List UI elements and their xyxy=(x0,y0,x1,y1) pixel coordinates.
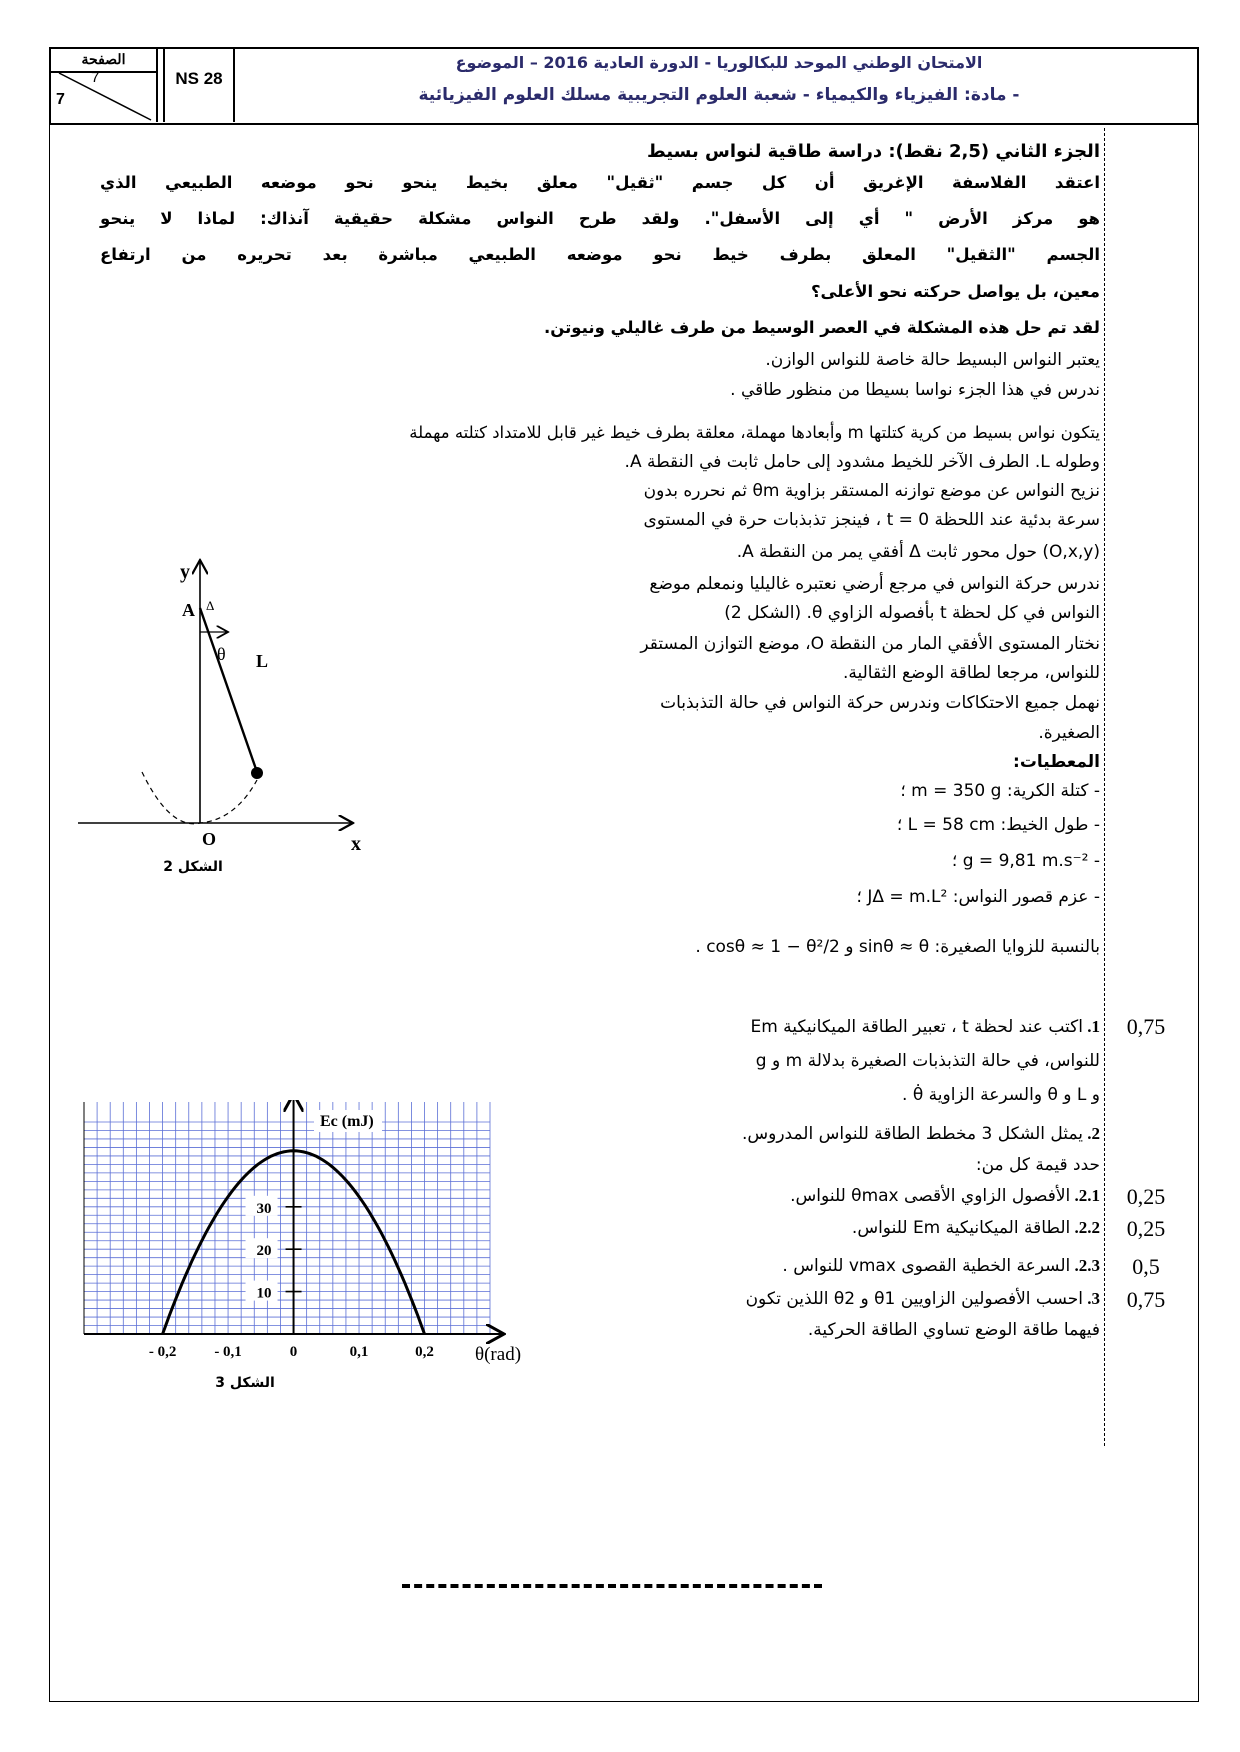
question-number: 2.3. xyxy=(1070,1256,1100,1275)
intro-line-4: معين، بل يواصل حركته نحو الأعلى؟ xyxy=(810,282,1100,301)
x-tick-label: - 0,1 xyxy=(214,1344,242,1360)
description-line-3: نزيح النواس عن موضع توازنه المستقر بزاوية θm ثم نحرره بدون xyxy=(643,481,1100,501)
question-0 xyxy=(540,1010,1100,1112)
question-line xyxy=(540,1118,1100,1150)
intro-line-1: اعتقد الفلاسفة الإغريق أن كل جسم "ثقيل" معلق بخيط ينحو نحو موضعه الطبيعي الذي xyxy=(100,173,1100,192)
question-text: فيهما طاقة الوضع تساوي الطاقة الحركية. xyxy=(807,1320,1100,1340)
question-score: 0,25 xyxy=(1126,1216,1166,1241)
intro-line-2: هو مركز الأرض " أي إلى الأسفل". ولقد طرح النواس مشكلة حقيقية آنذاك: لماذا لا ينحو xyxy=(100,209,1100,228)
chart-ylabel: Ec (mJ) xyxy=(320,1113,374,1130)
description-line-9: للنواس، مرجعا لطاقة الوضع الثقالية. xyxy=(842,663,1100,683)
label-A: A xyxy=(182,600,195,620)
page-current: 7 xyxy=(91,69,100,86)
page-label: الصفحة xyxy=(51,49,156,73)
intro-line-3: الجسم "الثقيل" المعلق بطرف خيط نحو موضعه الطبيعي مباشرة بعد تحريره من ارتفاع xyxy=(100,245,1100,264)
question-text: و L و θ والسرعة الزاوية θ̇ . xyxy=(902,1085,1100,1105)
question-5 xyxy=(540,1283,1100,1346)
question-score: 0,75 xyxy=(1126,1287,1166,1312)
pendulum-bob xyxy=(251,767,263,779)
x-tick-label: 0,1 xyxy=(349,1344,369,1360)
margin-divider xyxy=(1104,128,1105,1446)
question-text: الطاقة الميكانيكية Em للنواس. xyxy=(851,1218,1071,1238)
chart-xlabel: θ(rad) xyxy=(475,1344,522,1365)
exam-header xyxy=(49,47,1199,125)
question-line xyxy=(540,1315,1100,1346)
question-2 xyxy=(540,1180,1100,1212)
exam-code: NS 28 xyxy=(163,49,235,122)
question-line xyxy=(540,1250,1100,1282)
question-line xyxy=(540,1180,1100,1212)
label-theta: θ xyxy=(217,644,226,664)
energy-chart xyxy=(70,1100,590,1450)
question-text: حدد قيمة كل من: xyxy=(975,1155,1100,1175)
given-mass: - كتلة الكرية: m = 350 g ؛ xyxy=(900,781,1100,801)
question-text: للنواس، في حالة التذبذبات الصغيرة بدلالة m و g xyxy=(755,1051,1100,1071)
question-line xyxy=(540,1044,1100,1078)
description-line-8: نختار المستوى الأفقي المار من النقطة O، موضع التوازن المستقر xyxy=(640,634,1100,654)
description-line-1: يتكون نواس بسيط من كرية كتلتها m وأبعادها مهملة، معلقة بطرف خيط غير قابل للامتداد كتلته مهملة xyxy=(409,423,1100,442)
given-g: - g = 9,81 m.s⁻² ؛ xyxy=(951,851,1100,871)
question-score: 0,5 xyxy=(1132,1254,1160,1279)
description-line-10: نهمل جميع الاحتكاكات وندرس حركة النواس في حالة التذبذبات xyxy=(660,693,1100,713)
label-L: L xyxy=(256,651,269,671)
question-score: 0,25 xyxy=(1126,1184,1166,1209)
title-line-2: - مادة: الفيزياء والكيمياء - شعبة العلوم التجريبية مسلك العلوم الفيزيائية xyxy=(418,85,1020,105)
small-angle-approx: بالنسبة للزوايا الصغيرة: sinθ ≈ θ و cosθ ≈ 1 − θ²/2 . xyxy=(695,937,1100,957)
question-line xyxy=(540,1283,1100,1315)
figure2-caption: الشكل 2 xyxy=(163,859,223,875)
description-line-5: (O,x,y) حول محور ثابت Δ أفقي يمر من النقطة A. xyxy=(736,542,1100,562)
end-separator xyxy=(402,1584,822,1588)
page-number-box xyxy=(51,49,158,122)
label-O: O xyxy=(202,829,217,849)
x-tick-label: 0 xyxy=(289,1344,298,1360)
paragraph-2: ندرس في هذا الجزء نواسا بسيطا من منظور طاقي . xyxy=(730,380,1100,400)
label-x: x xyxy=(351,833,361,855)
question-number: 1. xyxy=(1083,1017,1100,1036)
question-number: 2.2. xyxy=(1070,1218,1100,1237)
description-line-4: سرعة بدئية عند اللحظة t = 0 ، فينجز تذبذبات حرة في المستوى xyxy=(643,510,1100,530)
question-line xyxy=(540,1010,1100,1044)
question-text: السرعة الخطية القصوى vmax للنواس . xyxy=(782,1256,1071,1276)
label-y: y xyxy=(180,561,190,583)
question-line xyxy=(540,1078,1100,1112)
given-inertia: - عزم قصور النواس: JΔ = m.L² ؛ xyxy=(856,887,1100,907)
question-4 xyxy=(540,1250,1100,1282)
page-divider-diagonal xyxy=(51,71,156,122)
description-line-6: ندرس حركة النواس في مرجع أرضي نعتبره غاليليا ونمعلم موضع xyxy=(649,574,1100,594)
question-text: اكتب عند لحظة t ، تعبير الطاقة الميكانيكية Em xyxy=(750,1017,1083,1037)
question-number: 2. xyxy=(1083,1124,1100,1143)
y-tick-label: 10 xyxy=(256,1285,272,1302)
chart-caption: الشكل 3 xyxy=(215,1375,275,1391)
paragraph-1: يعتبر النواس البسيط حالة خاصة للنواس الوازن. xyxy=(765,350,1100,370)
question-number: 2.1. xyxy=(1070,1186,1100,1205)
question-text: الأفصول الزاوي الأقصى θmax للنواس. xyxy=(790,1186,1071,1206)
y-tick-label: 20 xyxy=(256,1243,272,1260)
description-line-7: النواس في كل لحظة t بأفصوله الزاوي θ. (الشكل 2) xyxy=(724,603,1100,623)
description-line-11: الصغيرة. xyxy=(1038,723,1100,743)
question-line xyxy=(540,1212,1100,1244)
page-total: 7 xyxy=(56,91,65,108)
chart-grid xyxy=(84,1102,490,1334)
question-score: 0,75 xyxy=(1126,1014,1166,1039)
pendulum-figure xyxy=(70,540,420,880)
chart-axes xyxy=(84,1100,504,1334)
question-3 xyxy=(540,1212,1100,1244)
given-length: - طول الخيط: L = 58 cm ؛ xyxy=(896,815,1100,835)
label-delta: Δ xyxy=(206,598,215,613)
x-tick-label: 0,2 xyxy=(415,1344,434,1360)
question-1 xyxy=(540,1118,1100,1181)
description-line-2: وطوله L. الطرف الآخر للخيط مشدود إلى حامل ثابت في النقطة A. xyxy=(624,452,1100,472)
givens-title: المعطيات: xyxy=(1013,752,1100,772)
y-tick-label: 30 xyxy=(256,1200,272,1217)
exam-title xyxy=(241,49,1197,122)
question-text: يمثل الشكل 3 مخطط الطاقة للنواس المدروس. xyxy=(741,1124,1083,1144)
question-line xyxy=(540,1150,1100,1181)
section-title: الجزء الثاني (2,5 نقط): دراسة طاقية لنواس بسيط xyxy=(647,141,1100,162)
question-text: احسب الأفصولين الزاويين θ1 و θ2 اللذين تكون xyxy=(745,1289,1083,1309)
question-number: 3. xyxy=(1083,1289,1100,1308)
title-line-1: الامتحان الوطني الموحد للبكالوريا - الدورة العادية 2016 – الموضوع xyxy=(455,53,983,72)
chart-ticks xyxy=(149,1196,434,1360)
solved-line: لقد تم حل هذه المشكلة في العصر الوسيط من طرف غاليلي ونيوتن. xyxy=(543,318,1100,337)
x-tick-label: - 0,2 xyxy=(148,1344,177,1360)
